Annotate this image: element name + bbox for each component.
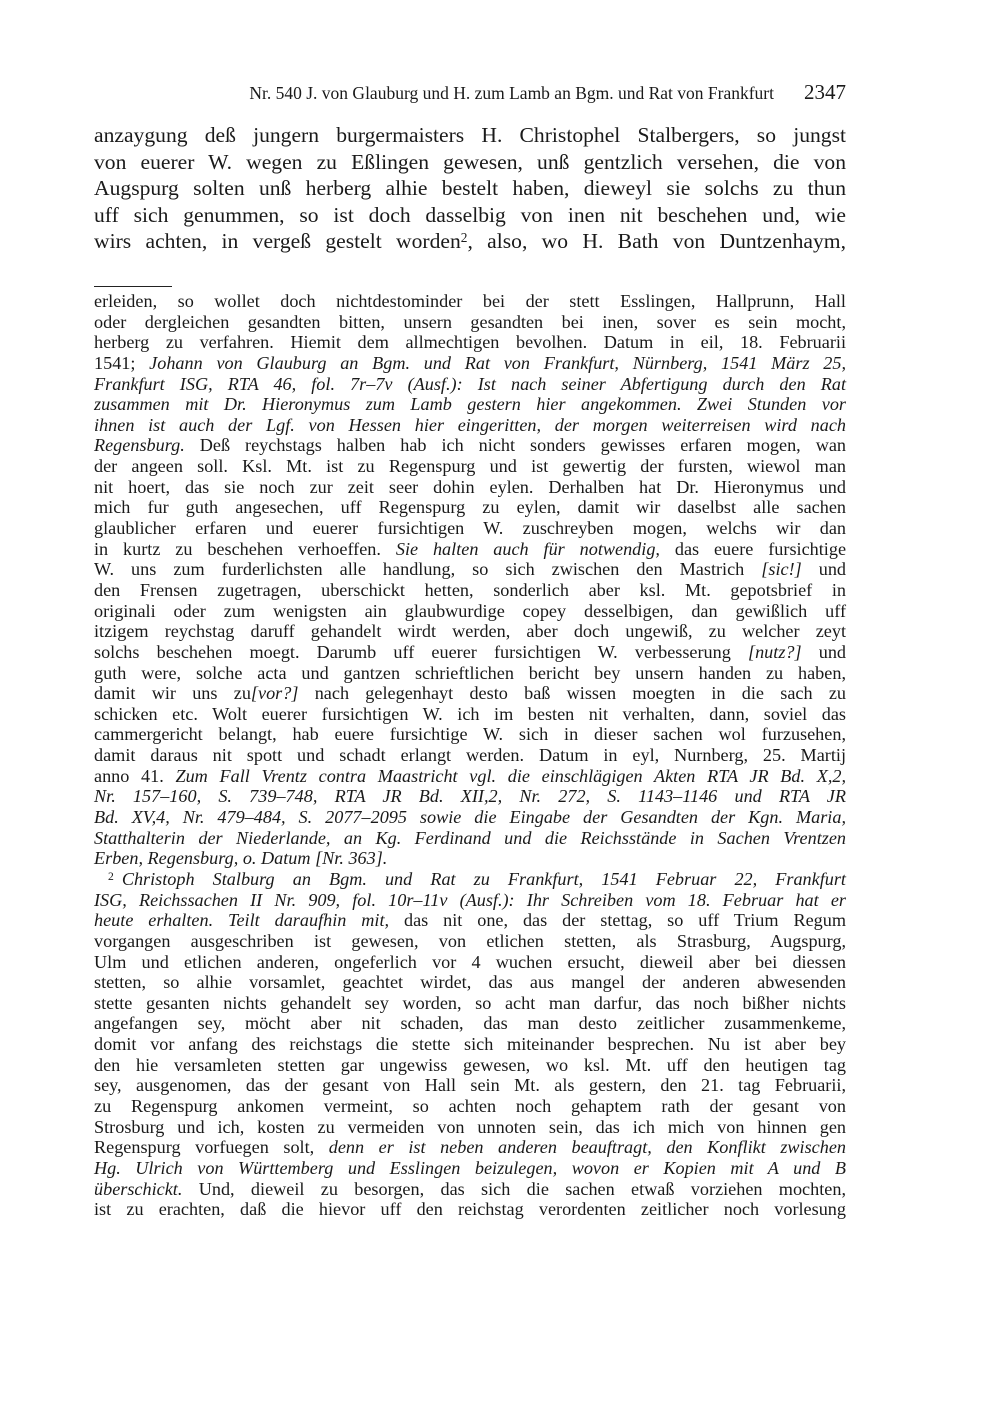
footnote-line: glaublicher erfaren und euerer fursichtigen W. zuschreyben mogen, welchs wir dan [94, 518, 846, 539]
footnote-editorial-run: Johann von Glauburg an Bgm. und Rat von Frankfurt, Nürnberg, 1541 März 25, [149, 352, 847, 373]
footnote-line [94, 374, 846, 395]
footnote-line [94, 539, 846, 560]
footnote-editorial-run: ISG, Reichssachen II Nr. 909, fol. 10r–11v (Ausf.): Ihr Schreiben vom 18. Februar hat er [94, 889, 846, 910]
footnote-line: itzigem reychstag daruff gehandelt wirdt werden, aber doch ungewiß, zu welcher zeyt [94, 621, 846, 642]
footnote-line: guth were, solche acta und gantzen schrieftlichen bericht bey unsern handen zu haben, [94, 662, 846, 683]
footnote-line [94, 890, 846, 911]
footnote-text-run: damit wir uns zu [94, 683, 251, 704]
footnote-line [94, 435, 846, 456]
footnote-editorial-run: [vor?] [250, 683, 299, 704]
footnote-line [94, 559, 846, 580]
footnote-line: nit hoert, das sie noch zur zeit seer dohin eylen. Derhalben hat Dr. Hieronymus und [94, 476, 846, 497]
footnote-line: damit daraus nit spott und schadt erlangt werden. Datum in eyl, Nurnberg, 25. Martij [94, 745, 846, 766]
footnotes [94, 291, 846, 1220]
footnote-line: den hie versamleten stetten gar ungewiss gewesen, wo ksl. Mt. uff den heutigen tag [94, 1054, 846, 1075]
footnote-editorial-run: zusammen mit Dr. Hieronymus zum Lamb gestern hier angekommen. Zwei Stunden vor [94, 394, 846, 415]
main-line: von euerer W. wegen zu Eßlingen gewesen, unß gentzlich versehen, die von [94, 149, 846, 174]
footnote-text-run: Regenspurg vorfuegen solt, [94, 1137, 315, 1158]
footnote-text-run: nach gelegenhayt desto baß wissen moegten in die sach zu [314, 683, 846, 704]
footnote-line [94, 415, 846, 436]
footnote-editorial-run: heute erhalten. Teilt daraufhin mit, [94, 910, 390, 931]
footnote-line [94, 766, 846, 787]
footnote-line: domit vor anfang des reichstags die stette sich miteinander besprechen. Nu ist aber bey [94, 1034, 846, 1055]
footnote-line: vorgangen ausgeschriben ist gewesen, von etlichen stetten, als Strasburg, Augspurg, [94, 930, 846, 951]
footnote-line: erleiden, so wollet doch nichtdestominder bei der stett Esslingen, Hallprunn, Hall [94, 291, 846, 311]
footnote-line: mich fur guth angesechen, uff Regenspurg zu eylen, damit wir daselbst alle sachen [94, 497, 846, 518]
running-header [164, 80, 846, 108]
footnote-line: schicken etc. Wolt euerer fursichtigen W. ich im besten nit verhalten, dann, soviel das [94, 703, 846, 724]
footnote-editorial-run: Nr. 157–160, S. 739–748, RTA JR Bd. XII,2, Nr. 272, S. 1143–1146 und RTA JR [94, 786, 846, 807]
footnote-editorial-run: Regensburg. [94, 435, 185, 456]
footnote-text-run: solchs beschehen moegt. Darumb uff euerer fursichtigen W. verbesserung [94, 641, 731, 662]
footnote-line [94, 353, 846, 374]
footnote-line [94, 786, 846, 807]
footnote-editorial-run: Erben, Regensburg, o. Datum [Nr. 363]. [94, 848, 388, 869]
footnote-line: Strosburg und ich, kosten zu vermeiden von unnoten sein, das ich mich von hinnen gen [94, 1116, 846, 1137]
footnote-line: zu Regenspurg ankomen vermeint, so achten noch gehaptem rath der gesant von [94, 1095, 846, 1116]
footnote-line: der angeen soll. Ksl. Mt. ist zu Regenspurg und ist gewertig der fursten, wiewol man [94, 456, 846, 477]
footnote-line [94, 683, 846, 704]
main-line: uff sich genummen, so ist doch dasselbig von inen nit beschehen und, wie [94, 202, 846, 227]
footnote-editorial-run: ihnen ist auch der Lgf. von Hessen hier eingeritten, der morgen weiterreisen wird nach [94, 414, 846, 435]
footnote-editorial-run: denn er ist neben anderen beauftragt, den Konflikt zwischen [328, 1137, 846, 1158]
footnote-editorial-run: Frankfurt ISG, RTA 46, fol. 7r–7v (Ausf.): Ist nach seiner Abfertigung durch den Rat [94, 373, 846, 394]
footnote-editorial-run: Hg. Ulrich von Württemberg und Esslingen beizulegen, wovon er Kopien mit A und B [94, 1157, 846, 1178]
footnote-reference: 2 [460, 230, 468, 246]
footnote-line: herberg zu verfahren. Hiemit dem allmechtigen bevolhen. Datum in eil, 18. Februarii [94, 332, 846, 353]
footnote-editorial-run: Sie halten auch für notwendig, [395, 538, 660, 559]
footnote-line [94, 910, 846, 931]
footnote-line [94, 1179, 846, 1200]
footnote-editorial-run: überschickt. [94, 1178, 183, 1199]
running-title: Nr. 540 J. von Glauburg und H. zum Lamb an Bgm. und Rat von Frankfurt [249, 83, 774, 103]
footnote-text-run: das euere fursichtige [674, 538, 847, 559]
page-number: 2347 [804, 80, 846, 104]
footnote-line [94, 642, 846, 663]
footnote-line: oder dergleichen gesandten bitten, unsern gesandten bei inen, sover es sein mocht, [94, 311, 846, 332]
footnote-line: stette gesanten nichts gehandelt sey worden, so acht man darfur, das noch bißher nichts [94, 992, 846, 1013]
footnote-number: 2 [108, 870, 114, 884]
footnote-line: angefangen sey, möcht aber nit schaden, das man desto zeitlicher zusammenkeme, [94, 1013, 846, 1034]
footnote-text-run: und [818, 559, 847, 580]
footnote-line: cammergericht belangt, hab euere fursichtige W. sich in dieser sachen wol furzusehen, [94, 724, 846, 745]
footnote-text-run: das nit one, das der stettag, so uff Trium Regum [403, 910, 846, 931]
footnote-text-run: W. uns zum furderlichsten alle handlung, so sich zwischen den Mastrich [94, 559, 745, 580]
main-text [94, 122, 846, 255]
main-text-run: , also, wo H. Bath von Duntzenhaym, [467, 229, 846, 254]
footnote-line [94, 848, 846, 869]
footnote-line: originali oder zum wenigsten ain glaubwurdige copey desselbigen, dan gewißlich uff [94, 600, 846, 621]
main-line [94, 228, 846, 255]
footnote-text-run: anno 41. [94, 765, 164, 786]
footnote-text-run: Und, dieweil zu besorgen, das sich die sachen etwaß vorziehen mochten, [198, 1178, 846, 1199]
footnote-line [94, 394, 846, 415]
main-text-run: wirs achten, in vergeß gestelt worden [94, 229, 461, 254]
footnote-line: stetten, so alhie vorsamlet, geachtet wirdet, das aus mangel der anderen abwesenden [94, 972, 846, 993]
footnote-editorial-run: Statthalterin der Niederlande, an Kg. Ferdinand und die Reichsstände in Sachen Vrentzen [94, 827, 846, 848]
footnote-text-run: und [818, 641, 847, 662]
footnote-editorial-run: Zum Fall Vrentz contra Maastricht vgl. die einschlägigen Akten RTA JR Bd. X,2, [175, 765, 847, 786]
main-line: Augspurg solten unß herberg alhie bestelt haben, dieweyl sie solchs zu thun [94, 176, 846, 201]
footnote-text-run: in kurtz zu beschehen verhoeffen. [94, 538, 381, 559]
footnote-line: sey, ausgenomen, das der gesant von Hall sein Mt. als gestern, den 21. tag Februarii, [94, 1075, 846, 1096]
footnote-line: den Frensen zugetragen, uberschickt hetten, sonderlich aber ksl. Mt. gepotsbrief in [94, 579, 846, 600]
footnote-separator [94, 286, 172, 287]
footnote-line [94, 828, 846, 849]
footnote-text-run: Deß reychstags halben hab ich nicht sonders gewisses erfaren mogen, wan [199, 435, 846, 456]
footnote-text-run: 1541; [94, 352, 136, 373]
footnote-line: ist zu erachten, daß die hievor uff den reichstag verordenten zeitlicher noch vorlesung [94, 1199, 846, 1220]
footnote-line [94, 1158, 846, 1179]
footnote-editorial-run: [nutz?] [748, 641, 802, 662]
main-line: anzaygung deß jungern burgermaisters H. Christophel Stalbergers, so jungst [94, 123, 846, 147]
footnote-line: Ulm und etlichen anderen, ongeferlich vor 4 wuchen ersucht, dieweil aber bei diessen [94, 951, 846, 972]
footnote-line [94, 807, 846, 828]
footnote-line [94, 869, 846, 890]
footnote-editorial-run: Bd. XV,4, Nr. 479–484, S. 2077–2095 sowie die Eingabe der Gesandten der Kgn. Maria, [94, 807, 846, 828]
footnote-line [94, 1137, 846, 1158]
footnote-editorial-run: Christoph Stalburg an Bgm. und Rat zu Frankfurt, 1541 Februar 22, Frankfurt [121, 868, 846, 889]
footnote-editorial-run: [sic!] [761, 559, 802, 580]
